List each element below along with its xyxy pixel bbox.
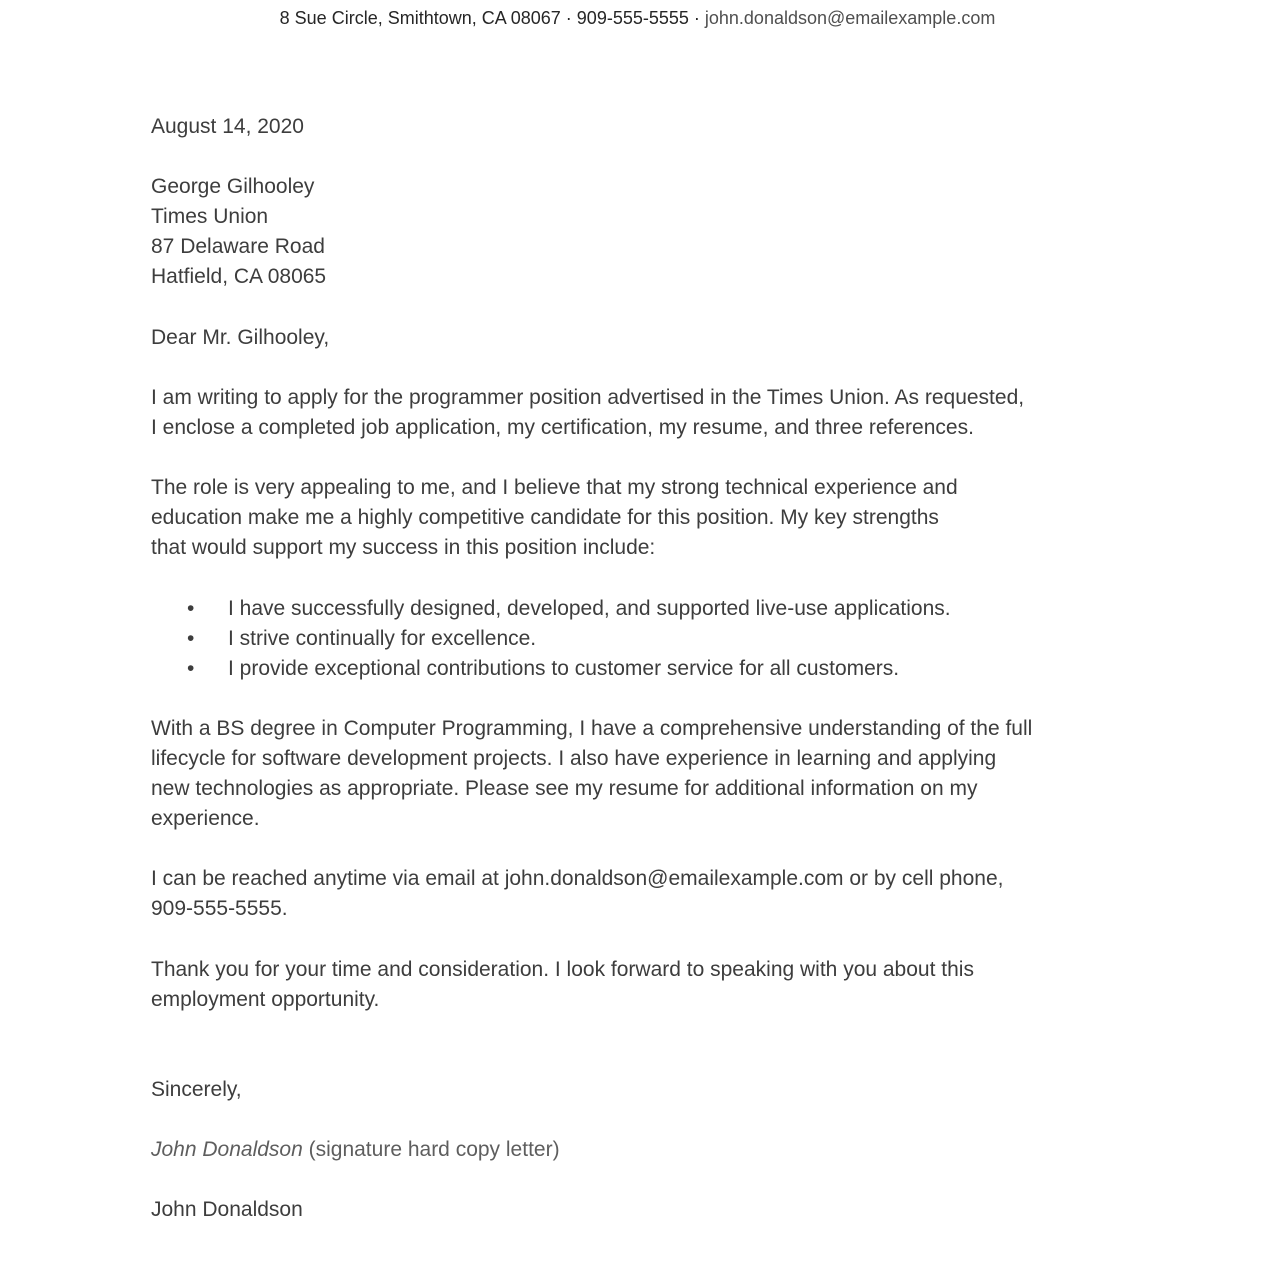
letter-body xyxy=(151,112,1161,1225)
paragraph-2 xyxy=(151,473,1161,563)
contact-address-phone: 8 Sue Circle, Smithtown, CA 08067 · 909-555-5555 · xyxy=(279,8,705,28)
salutation: Dear Mr. Gilhooley, xyxy=(151,325,330,349)
signature-note: (signature hard copy letter) xyxy=(302,1138,560,1162)
date-line: August 14, 2020 xyxy=(151,115,304,138)
spacer xyxy=(151,1045,1161,1075)
spacer xyxy=(151,443,1161,473)
paragraph-line: I enclose a completed job application, my certification, my resume, and three references. xyxy=(151,415,974,439)
paragraph-line: employment opportunity. xyxy=(151,987,380,1011)
paragraph-line: experience. xyxy=(151,807,260,831)
spacer xyxy=(151,1105,1161,1135)
spacer xyxy=(151,563,1161,593)
spacer xyxy=(151,834,1161,864)
spacer xyxy=(151,1165,1161,1195)
paragraph-5 xyxy=(151,955,1161,1015)
paragraph-line: lifecycle for software development projects. I also have experience in learning and applying xyxy=(151,746,997,770)
key-strengths-list xyxy=(151,594,1161,684)
paragraph-3 xyxy=(151,714,1161,834)
spacer xyxy=(151,925,1161,955)
paragraph-line: I am writing to apply for the programmer position advertised in the Times Union. As requested, xyxy=(151,385,1025,409)
paragraph-line: With a BS degree in Computer Programming, I have a comprehensive understanding of the full xyxy=(151,716,1033,740)
paragraph-1 xyxy=(151,383,1161,443)
paragraph-line: Thank you for your time and consideration. I look forward to speaking with you about this xyxy=(151,957,974,981)
recipient-street: 87 Delaware Road xyxy=(151,235,325,259)
bullet-item: • I have successfully designed, developed, and supported live-use applications. xyxy=(151,594,1161,624)
spacer xyxy=(151,293,1161,323)
typed-name: John Donaldson xyxy=(151,1198,303,1222)
spacer xyxy=(151,684,1161,714)
paragraph-line: education make me a highly competitive candidate for this position. My key strengths xyxy=(151,506,939,530)
contact-header xyxy=(0,5,1275,32)
recipient-city: Hatfield, CA 08065 xyxy=(151,265,327,289)
paragraph-line: that would support my success in this position include: xyxy=(151,536,656,560)
paragraph-line: 909-555-5555. xyxy=(151,897,288,921)
signature-name: John Donaldson xyxy=(151,1138,303,1162)
spacer xyxy=(151,1015,1161,1045)
contact-email: john.donaldson@emailexample.com xyxy=(704,8,996,28)
paragraph-line: new technologies as appropriate. Please see my resume for additional information on my xyxy=(151,777,978,801)
signature-line xyxy=(151,1135,1161,1165)
bullet-item: • I provide exceptional contributions to customer service for all customers. xyxy=(151,654,1161,684)
paragraph-line: The role is very appealing to me, and I believe that my strong technical experience and xyxy=(151,476,958,500)
bullet-item: • I strive continually for excellence. xyxy=(151,624,1161,654)
paragraph-line: I can be reached anytime via email at john.donaldson@emailexample.com or by cell phone, xyxy=(151,867,1004,891)
recipient-block xyxy=(151,172,1161,292)
spacer xyxy=(151,142,1161,172)
recipient-company: Times Union xyxy=(151,205,269,229)
recipient-name: George Gilhooley xyxy=(151,175,315,199)
closing: Sincerely, xyxy=(151,1078,242,1101)
paragraph-4 xyxy=(151,864,1161,924)
spacer xyxy=(151,353,1161,383)
